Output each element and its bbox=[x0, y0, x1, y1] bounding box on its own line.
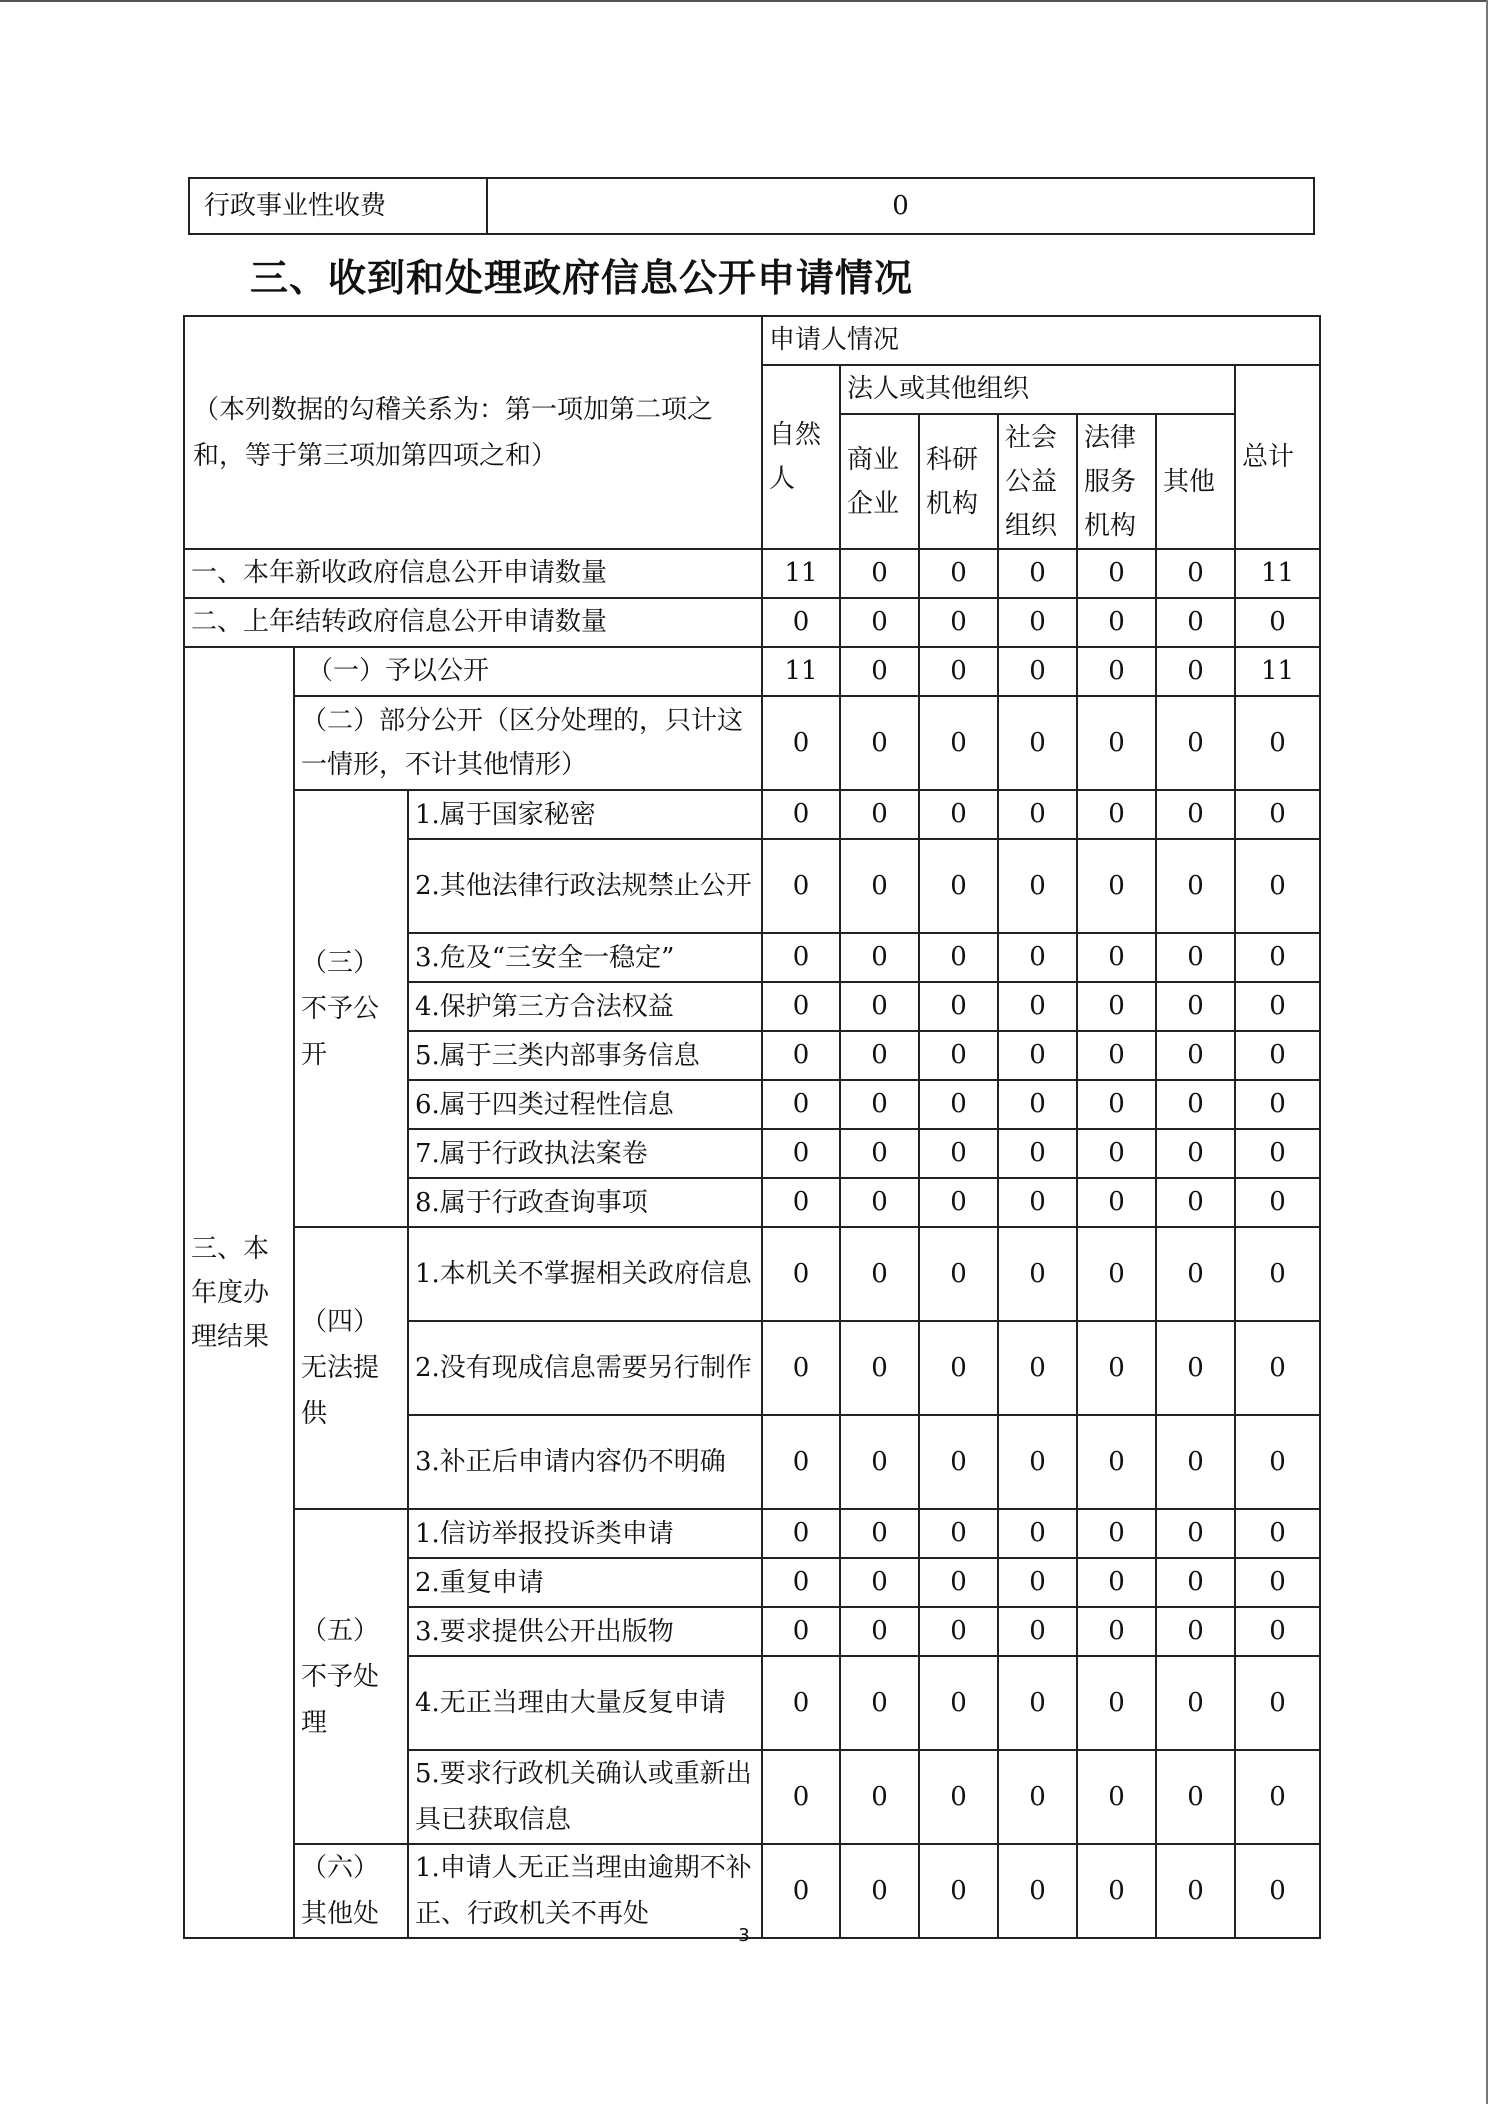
column-header: 社会公益组织 bbox=[998, 414, 1077, 549]
item-label: 8.属于行政查询事项 bbox=[408, 1178, 762, 1227]
value-cell: 0 bbox=[998, 1080, 1077, 1129]
value-cell: 0 bbox=[840, 1509, 919, 1558]
value-cell: 0 bbox=[1156, 1844, 1235, 1938]
value-cell: 0 bbox=[919, 1178, 998, 1227]
value-cell: 0 bbox=[1235, 1844, 1320, 1938]
value-cell: 0 bbox=[1156, 933, 1235, 982]
value-cell: 11 bbox=[762, 549, 840, 598]
value-cell: 0 bbox=[1235, 1558, 1320, 1607]
value-cell: 0 bbox=[919, 647, 998, 696]
value-cell: 0 bbox=[762, 1178, 840, 1227]
value-cell: 0 bbox=[840, 1178, 919, 1227]
column-header: 科研机构 bbox=[919, 414, 998, 549]
value-cell: 0 bbox=[919, 1415, 998, 1509]
value-cell: 0 bbox=[998, 1844, 1077, 1938]
item-label: 4.保护第三方合法权益 bbox=[408, 982, 762, 1031]
value-cell: 0 bbox=[1077, 982, 1156, 1031]
value-cell: 0 bbox=[919, 696, 998, 790]
value-cell: 0 bbox=[840, 598, 919, 647]
value-cell: 0 bbox=[1156, 1178, 1235, 1227]
row-label: （二）部分公开（区分处理的，只计这一情形，不计其他情形） bbox=[294, 696, 762, 790]
value-cell: 0 bbox=[919, 933, 998, 982]
corner-note: （本列数据的勾稽关系为：第一项加第二项之和，等于第三项加第四项之和） bbox=[184, 316, 762, 549]
value-cell: 0 bbox=[1077, 598, 1156, 647]
value-cell: 0 bbox=[762, 1321, 840, 1415]
value-cell: 0 bbox=[1235, 839, 1320, 933]
value-cell: 0 bbox=[1156, 647, 1235, 696]
table-row bbox=[184, 696, 1320, 790]
item-label: 1.申请人无正当理由逾期不补正、行政机关不再处 bbox=[408, 1844, 762, 1938]
item-label: 4.无正当理由大量反复申请 bbox=[408, 1656, 762, 1750]
value-cell: 0 bbox=[919, 1656, 998, 1750]
value-cell: 0 bbox=[998, 549, 1077, 598]
value-cell: 0 bbox=[1156, 1227, 1235, 1321]
subgroup-label: （四）无法提供 bbox=[294, 1227, 408, 1509]
value-cell: 0 bbox=[1156, 839, 1235, 933]
value-cell: 0 bbox=[998, 982, 1077, 1031]
value-cell: 0 bbox=[1077, 933, 1156, 982]
row-label: 一、本年新收政府信息公开申请数量 bbox=[184, 549, 762, 598]
value-cell: 0 bbox=[1077, 839, 1156, 933]
value-cell: 0 bbox=[840, 933, 919, 982]
value-cell: 0 bbox=[1156, 598, 1235, 647]
value-cell: 0 bbox=[1235, 1656, 1320, 1750]
item-label: 1.属于国家秘密 bbox=[408, 790, 762, 839]
value-cell: 0 bbox=[1156, 1080, 1235, 1129]
value-cell: 0 bbox=[840, 696, 919, 790]
value-cell: 0 bbox=[998, 1415, 1077, 1509]
value-cell: 0 bbox=[762, 839, 840, 933]
value-cell: 0 bbox=[1156, 1509, 1235, 1558]
value-cell: 11 bbox=[762, 647, 840, 696]
item-label: 5.要求行政机关确认或重新出具已获取信息 bbox=[408, 1750, 762, 1844]
value-cell: 0 bbox=[998, 1227, 1077, 1321]
value-cell: 0 bbox=[1235, 1129, 1320, 1178]
value-cell: 0 bbox=[998, 1129, 1077, 1178]
value-cell: 0 bbox=[1077, 647, 1156, 696]
value-cell: 11 bbox=[1235, 549, 1320, 598]
fee-label: 行政事业性收费 bbox=[189, 178, 487, 234]
value-cell: 0 bbox=[1235, 1607, 1320, 1656]
item-label: 2.没有现成信息需要另行制作 bbox=[408, 1321, 762, 1415]
value-cell: 0 bbox=[919, 1607, 998, 1656]
value-cell: 0 bbox=[1156, 549, 1235, 598]
value-cell: 0 bbox=[998, 933, 1077, 982]
value-cell: 0 bbox=[1156, 1415, 1235, 1509]
value-cell: 0 bbox=[919, 839, 998, 933]
value-cell: 0 bbox=[1077, 1031, 1156, 1080]
value-cell: 0 bbox=[762, 1656, 840, 1750]
value-cell: 0 bbox=[998, 1178, 1077, 1227]
value-cell: 0 bbox=[919, 1031, 998, 1080]
table-row bbox=[184, 598, 1320, 647]
value-cell: 0 bbox=[1077, 1607, 1156, 1656]
value-cell: 0 bbox=[1077, 1080, 1156, 1129]
value-cell: 0 bbox=[1235, 790, 1320, 839]
value-cell: 0 bbox=[762, 1415, 840, 1509]
value-cell: 0 bbox=[762, 1558, 840, 1607]
item-label: 3.危及“三安全一稳定” bbox=[408, 933, 762, 982]
value-cell: 0 bbox=[998, 1750, 1077, 1844]
column-header: 商业企业 bbox=[840, 414, 919, 549]
item-label: 2.其他法律行政法规禁止公开 bbox=[408, 839, 762, 933]
item-label: 6.属于四类过程性信息 bbox=[408, 1080, 762, 1129]
value-cell: 0 bbox=[919, 1129, 998, 1178]
value-cell: 0 bbox=[1077, 696, 1156, 790]
value-cell: 0 bbox=[762, 1607, 840, 1656]
value-cell: 0 bbox=[1077, 790, 1156, 839]
value-cell: 0 bbox=[840, 1227, 919, 1321]
value-cell: 0 bbox=[998, 790, 1077, 839]
value-cell: 0 bbox=[1156, 1656, 1235, 1750]
value-cell: 0 bbox=[1235, 1227, 1320, 1321]
value-cell: 0 bbox=[998, 598, 1077, 647]
application-stats-table bbox=[183, 315, 1321, 1939]
item-label: 1.信访举报投诉类申请 bbox=[408, 1509, 762, 1558]
table-row bbox=[184, 647, 1320, 696]
value-cell: 0 bbox=[1077, 1656, 1156, 1750]
value-cell: 0 bbox=[998, 647, 1077, 696]
value-cell: 0 bbox=[1235, 933, 1320, 982]
value-cell: 0 bbox=[762, 1080, 840, 1129]
section-heading: 三、收到和处理政府信息公开申请情况 bbox=[250, 256, 914, 300]
value-cell: 11 bbox=[1235, 647, 1320, 696]
value-cell: 0 bbox=[1156, 696, 1235, 790]
value-cell: 0 bbox=[840, 1558, 919, 1607]
value-cell: 0 bbox=[1235, 1321, 1320, 1415]
value-cell: 0 bbox=[919, 1321, 998, 1415]
value-cell: 0 bbox=[762, 1844, 840, 1938]
value-cell: 0 bbox=[1156, 1031, 1235, 1080]
subgroup-label: （六）其他处 bbox=[294, 1844, 408, 1938]
value-cell: 0 bbox=[919, 1750, 998, 1844]
value-cell: 0 bbox=[998, 1656, 1077, 1750]
value-cell: 0 bbox=[919, 1844, 998, 1938]
item-label: 7.属于行政执法案卷 bbox=[408, 1129, 762, 1178]
table-row bbox=[184, 790, 1320, 839]
item-label: 1.本机关不掌握相关政府信息 bbox=[408, 1227, 762, 1321]
legal-group-header: 法人或其他组织 bbox=[840, 365, 1235, 414]
value-cell: 0 bbox=[840, 1844, 919, 1938]
value-cell: 0 bbox=[919, 982, 998, 1031]
value-cell: 0 bbox=[1235, 1178, 1320, 1227]
value-cell: 0 bbox=[840, 1607, 919, 1656]
value-cell: 0 bbox=[1077, 1750, 1156, 1844]
table-row bbox=[189, 178, 1314, 234]
value-cell: 0 bbox=[1077, 1415, 1156, 1509]
value-cell: 0 bbox=[1235, 1415, 1320, 1509]
fee-value: 0 bbox=[487, 178, 1314, 234]
value-cell: 0 bbox=[919, 1509, 998, 1558]
value-cell: 0 bbox=[1077, 1844, 1156, 1938]
value-cell: 0 bbox=[1156, 1558, 1235, 1607]
column-header: 法律服务机构 bbox=[1077, 414, 1156, 549]
value-cell: 0 bbox=[1235, 1031, 1320, 1080]
value-cell: 0 bbox=[762, 1750, 840, 1844]
value-cell: 0 bbox=[1077, 1558, 1156, 1607]
value-cell: 0 bbox=[840, 1321, 919, 1415]
value-cell: 0 bbox=[1156, 1750, 1235, 1844]
value-cell: 0 bbox=[1156, 790, 1235, 839]
item-label: 3.补正后申请内容仍不明确 bbox=[408, 1415, 762, 1509]
item-label: 2.重复申请 bbox=[408, 1558, 762, 1607]
value-cell: 0 bbox=[1235, 982, 1320, 1031]
table-row bbox=[184, 1509, 1320, 1558]
value-cell: 0 bbox=[998, 1321, 1077, 1415]
result-group-label: 三、本年度办理结果 bbox=[184, 647, 294, 1938]
value-cell: 0 bbox=[1077, 1321, 1156, 1415]
value-cell: 0 bbox=[998, 839, 1077, 933]
table-row bbox=[184, 549, 1320, 598]
value-cell: 0 bbox=[919, 598, 998, 647]
value-cell: 0 bbox=[1077, 549, 1156, 598]
value-cell: 0 bbox=[1235, 696, 1320, 790]
header-row-1 bbox=[184, 316, 1320, 365]
value-cell: 0 bbox=[840, 1031, 919, 1080]
value-cell: 0 bbox=[762, 982, 840, 1031]
value-cell: 0 bbox=[998, 696, 1077, 790]
value-cell: 0 bbox=[840, 549, 919, 598]
value-cell: 0 bbox=[998, 1558, 1077, 1607]
value-cell: 0 bbox=[762, 1227, 840, 1321]
item-label: 5.属于三类内部事务信息 bbox=[408, 1031, 762, 1080]
value-cell: 0 bbox=[840, 1415, 919, 1509]
value-cell: 0 bbox=[919, 1558, 998, 1607]
value-cell: 0 bbox=[1077, 1509, 1156, 1558]
value-cell: 0 bbox=[1156, 982, 1235, 1031]
value-cell: 0 bbox=[840, 790, 919, 839]
subgroup-label: （三）不予公开 bbox=[294, 790, 408, 1227]
value-cell: 0 bbox=[762, 1509, 840, 1558]
value-cell: 0 bbox=[840, 1750, 919, 1844]
natural-person-header: 自然人 bbox=[762, 365, 840, 549]
value-cell: 0 bbox=[762, 696, 840, 790]
page-top-edge bbox=[0, 0, 1488, 2]
value-cell: 0 bbox=[840, 982, 919, 1031]
value-cell: 0 bbox=[840, 839, 919, 933]
value-cell: 0 bbox=[1235, 1509, 1320, 1558]
value-cell: 0 bbox=[762, 1031, 840, 1080]
total-header: 总计 bbox=[1235, 365, 1320, 549]
value-cell: 0 bbox=[1156, 1321, 1235, 1415]
value-cell: 0 bbox=[762, 598, 840, 647]
value-cell: 0 bbox=[762, 790, 840, 839]
value-cell: 0 bbox=[1235, 1750, 1320, 1844]
value-cell: 0 bbox=[998, 1031, 1077, 1080]
value-cell: 0 bbox=[1077, 1227, 1156, 1321]
row-label: （一）予以公开 bbox=[294, 647, 762, 696]
value-cell: 0 bbox=[840, 1080, 919, 1129]
value-cell: 0 bbox=[840, 1129, 919, 1178]
subgroup-label: （五）不予处理 bbox=[294, 1509, 408, 1844]
value-cell: 0 bbox=[998, 1509, 1077, 1558]
value-cell: 0 bbox=[840, 647, 919, 696]
row-label: 二、上年结转政府信息公开申请数量 bbox=[184, 598, 762, 647]
table-row bbox=[184, 1227, 1320, 1321]
page-number: 3 bbox=[738, 1925, 750, 1946]
item-label: 3.要求提供公开出版物 bbox=[408, 1607, 762, 1656]
value-cell: 0 bbox=[1235, 598, 1320, 647]
value-cell: 0 bbox=[998, 1607, 1077, 1656]
value-cell: 0 bbox=[919, 1227, 998, 1321]
value-cell: 0 bbox=[762, 1129, 840, 1178]
value-cell: 0 bbox=[919, 549, 998, 598]
value-cell: 0 bbox=[840, 1656, 919, 1750]
value-cell: 0 bbox=[919, 790, 998, 839]
value-cell: 0 bbox=[919, 1080, 998, 1129]
table-row bbox=[184, 1844, 1320, 1938]
fee-table bbox=[188, 177, 1315, 235]
value-cell: 0 bbox=[1156, 1607, 1235, 1656]
value-cell: 0 bbox=[762, 933, 840, 982]
column-header: 其他 bbox=[1156, 414, 1235, 549]
value-cell: 0 bbox=[1235, 1080, 1320, 1129]
value-cell: 0 bbox=[1077, 1178, 1156, 1227]
value-cell: 0 bbox=[1077, 1129, 1156, 1178]
applicant-header: 申请人情况 bbox=[762, 316, 1320, 365]
value-cell: 0 bbox=[1156, 1129, 1235, 1178]
